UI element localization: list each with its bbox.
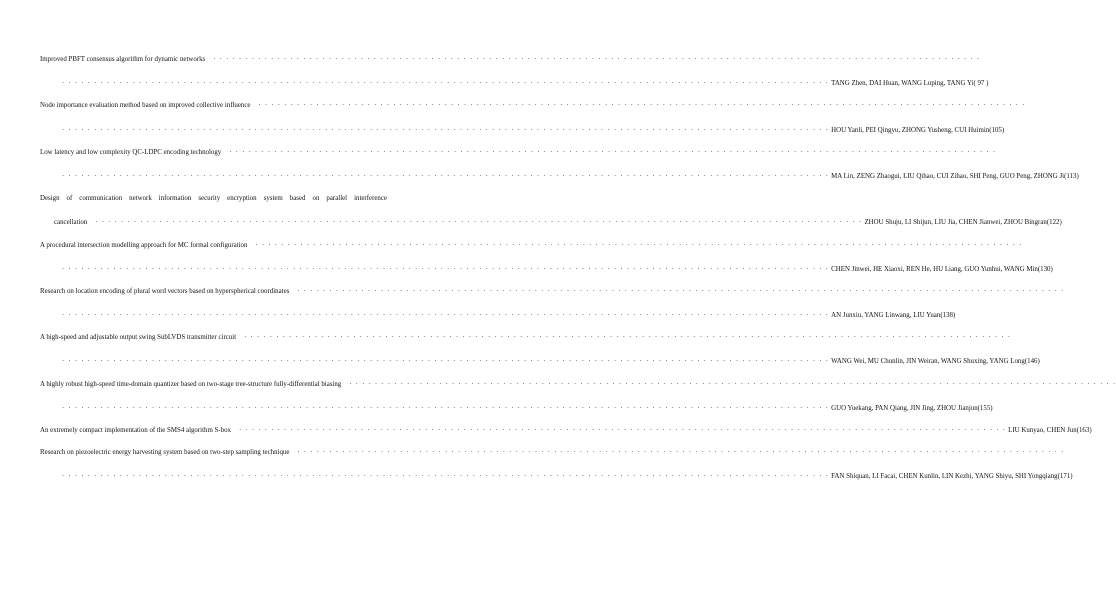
entry-page: (138) [940,312,956,320]
entry-title: Low latency and low complexity QC-LDPC encoding technology [40,148,222,156]
entry-title: A procedural intersection modelling approach for MC formal configuration [40,241,248,249]
toc-entry-title-line [40,241,1023,250]
toc-entry [40,56,989,88]
toc-entry-title-line [40,334,1012,342]
toc-entry-author-line [40,172,1079,181]
toc-entry-author-line [40,126,1005,135]
toc-entry [40,148,1079,181]
toc-entry-line [40,427,1092,435]
dot-leader: · · · · · · · · · · · · · · · · · · · · · · · · · · · · · · · · · · · · · · · · · · · · · · · · · · · · · · · · · · · · · · · · · · · · · · · · · · · · · · · · · · · · · · · · · · · · · · · · · · · · · · · · · · · · · · · · · · · · · · · · [62,473,830,481]
entry-title: A high-speed and adjustable output swing SubLVDS transmitter circuit [40,334,237,342]
entry-authors: TANG Zhen, DAI Huan, WANG Luping, TANG Yi [831,80,974,88]
entry-authors: LIU Kunyao, CHEN Jun [1008,427,1077,434]
dot-leader: · · · · · · · · · · · · · · · · · · · · · · · · · · · · · · · · · · · · · · · · · · · · · · · · · · · · · · · · · · · · · · · · · · · · · · · · · · · · · · · · · · · · · · · · · · · · · · · · · · · · · · · · · · · · · · · · · · · · · · · · [62,312,830,320]
dot-leader: · · · · · · · · · · · · · · · · · · · · · · · · · · · · · · · · · · · · · · · · · · · · · · · · · · · · · · · · · · · · · · · · · · · · · · · · · · · · · · · · · · · · · · · · · · · · · · · · · · · · · · · · · · · · · · · · · · · · · · · · [62,126,830,134]
entry-page: (113) [1064,172,1079,180]
entry-authors: FAN Shiquan, LI Facai, CHEN Kunlin, LIN Kezhi, YANG Shiyu, SHI Yongqiang [831,473,1058,481]
toc-entry-title-line [40,102,1026,110]
toc-entry [40,334,1040,366]
entry-page: (130) [1037,265,1053,273]
dot-leader: · · · · · · · · · · · · · · · · · · · · · · · · · · · · · · · · · · · · · · · · · · · · · · · · · · · · · · · · · · · · · · · · · · · · · · · · · · · · · · · · · · · · · · · · · · · · · · · · · · · · · · · · · · · · · · · · · · · · · · · · [62,80,830,88]
entry-title-continued: cancellation [54,219,88,227]
entry-page: (163) [1076,427,1092,434]
entry-title: Research on piezoelectric energy harvesting system based on two-step sampling technique [40,449,290,457]
dot-leader: · · · · · · · · · · · · · · · · · · · · · · · · · · · · · · · · · · · · · · · · · · · · · · · · · · · · · · · · · · · · · · · · · · · · · · · · · · · · · · · · · · · · · · · · · · · · · · · · · · · · · · · · · · · · · · · · · · · · · · · · [62,265,830,273]
toc-entry-title-line [40,287,1065,296]
toc-entry [40,287,1065,320]
toc-entry-author-line [40,312,956,320]
entry-title: An extremely compact implementation of the SMS4 algorithm S-box [40,427,231,434]
entry-page: (122) [1046,219,1062,227]
toc-entry [40,241,1053,274]
toc-entry-author-line [40,219,1062,227]
entry-page: (171) [1057,473,1073,481]
toc-entry-title-line [40,56,981,64]
entry-title: Node importance evaluation method based on improved collective influence [40,102,251,110]
entry-authors: HOU Yanli, PEI Qingyu, ZHONG Yusheng, CUI Huimin [831,126,990,134]
dot-leader: · · · · · · · · · · · · · · · · · · · · · · · · · · · · · · · · · · · · · · · · · · · · · · · · · · · · · · · · · · · · · · · · · · · · · · · · · · · · · · · · · · · · · · · · · · · · · · · · · · · · · · · · · · · · · · · · · · · · · · · · [258,102,1026,110]
toc-entry [40,195,1062,227]
toc-entry-title-line [40,449,1065,457]
toc-entry-author-line [40,404,993,413]
toc-entry-title-line [40,380,1116,389]
entry-page: (105) [989,126,1005,134]
entry-title: Research on location encoding of plural word vectors based on hyperspherical coordinates [40,287,290,295]
entry-page: ( 97 ) [973,80,989,88]
dot-leader: · · · · · · · · · · · · · · · · · · · · · · · · · · · · · · · · · · · · · · · · · · · · · · · · · · · · · · · · · · · · · · · · · · · · · · · · · · · · · · · · · · · · · · · · · · · · · · · · · · · · · · · · · · · · · · · · · · · · · · · · [229,148,997,156]
entry-authors: ZHOU Shuju, LI Shijun, LIU Jia, CHEN Jianwei, ZHOU Bingran [864,219,1047,227]
toc-entry-author-line [40,473,1073,481]
toc-entry [40,380,1116,413]
entry-authors: CHEN Jinwei, HE Xiaoxi, REN He, HU Liang, GUO Yunhui, WANG Min [831,265,1038,273]
dot-leader: · · · · · · · · · · · · · · · · · · · · · · · · · · · · · · · · · · · · · · · · · · · · · · · · · · · · · · · · · · · · · · · · · · · · · · · · · · · · · · · · · · · · · · · · · · · · · · · · · · · · · · · · · · · · · · · · · · · · · · · · [62,404,830,412]
dot-leader: · · · · · · · · · · · · · · · · · · · · · · · · · · · · · · · · · · · · · · · · · · · · · · · · · · · · · · · · · · · · · · · · · · · · · · · · · · · · · · · · · · · · · · · · · · · · · · · · · · · · · · · · · · · · · · · · · · · · · · · · [62,172,830,180]
entry-title: Improved PBFT consensus algorithm for dynamic networks [40,56,206,63]
toc-entry-author-line [40,265,1053,274]
entry-authors: MA Lin, ZENG Zhaogui, LIU Qihao, CUI Zihao, SHI Peng, GUO Peng, ZHONG Ji [831,172,1065,180]
entry-authors: WANG Wei, MU Chunlin, JIN Weiran, WANG Shuxing, YANG Long [831,358,1025,366]
dot-leader: · · · · · · · · · · · · · · · · · · · · · · · · · · · · · · · · · · · · · · · · · · · · · · · · · · · · · · · · · · · · · · · · · · · · · · · · · · · · · · · · · · · · · · · · · · · · · · · · · · · · · · · · · · · · · · · · · · · · · · · · [239,427,1007,434]
entry-page: (155) [977,404,993,412]
dot-leader: · · · · · · · · · · · · · · · · · · · · · · · · · · · · · · · · · · · · · · · · · · · · · · · · · · · · · · · · · · · · · · · · · · · · · · · · · · · · · · · · · · · · · · · · · · · · · · · · · · · · · · · · · · · · · · · · · · · · · · · · [297,449,1065,457]
entry-authors: AN Junxiu, YANG Linwang, LIU Yuan [831,312,941,320]
dot-leader: · · · · · · · · · · · · · · · · · · · · · · · · · · · · · · · · · · · · · · · · · · · · · · · · · · · · · · · · · · · · · · · · · · · · · · · · · · · · · · · · · · · · · · · · · · · · · · · · · · · · · · · · · · · · · · · · · · · · · · · · [255,241,1023,249]
toc-entry [40,427,1092,435]
toc-entry-title-line [40,148,997,157]
dot-leader: · · · · · · · · · · · · · · · · · · · · · · · · · · · · · · · · · · · · · · · · · · · · · · · · · · · · · · · · · · · · · · · · · · · · · · · · · · · · · · · · · · · · · · · · · · · · · · · · · · · · · · · · · · · · · · · · · · · · · · · · [62,358,830,366]
dot-leader: · · · · · · · · · · · · · · · · · · · · · · · · · · · · · · · · · · · · · · · · · · · · · · · · · · · · · · · · · · · · · · · · · · · · · · · · · · · · · · · · · · · · · · · · · · · · · · · · · · · · · · · · · · · · · · · · · · · · · · · · [95,219,863,227]
dot-leader: · · · · · · · · · · · · · · · · · · · · · · · · · · · · · · · · · · · · · · · · · · · · · · · · · · · · · · · · · · · · · · · · · · · · · · · · · · · · · · · · · · · · · · · · · · · · · · · · · · · · · · · · · · · · · · · · · · · · · · · · [213,56,981,63]
toc-entry-author-line [40,358,1040,366]
entry-title: Design of communication network information security encryption system based on parallel interference [40,195,387,203]
entry-title: A highly robust high-speed time-domain quantizer based on two-stage tree-structure fully-differential biasing [40,380,342,388]
entry-page: (146) [1024,358,1040,366]
dot-leader: · · · · · · · · · · · · · · · · · · · · · · · · · · · · · · · · · · · · · · · · · · · · · · · · · · · · · · · · · · · · · · · · · · · · · · · · · · · · · · · · · · · · · · · · · · · · · · · · · · · · · · · · · · · · · · · · · · · · · · · · [297,287,1065,295]
toc-entry [40,449,1073,481]
entry-authors: GUO Yuekang, PAN Qiang, JIN Jing, ZHOU Jianjun [831,404,978,412]
toc-entry [40,102,1026,134]
toc-entry-title-line [40,195,387,203]
dot-leader: · · · · · · · · · · · · · · · · · · · · · · · · · · · · · · · · · · · · · · · · · · · · · · · · · · · · · · · · · · · · · · · · · · · · · · · · · · · · · · · · · · · · · · · · · · · · · · · · · · · · · · · · · · · · · · · · · · · · · · · · [349,380,1116,388]
table-of-contents [40,56,1116,496]
dot-leader: · · · · · · · · · · · · · · · · · · · · · · · · · · · · · · · · · · · · · · · · · · · · · · · · · · · · · · · · · · · · · · · · · · · · · · · · · · · · · · · · · · · · · · · · · · · · · · · · · · · · · · · · · · · · · · · · · · · · · · · · [244,334,1012,342]
toc-entry-author-line [40,80,989,88]
